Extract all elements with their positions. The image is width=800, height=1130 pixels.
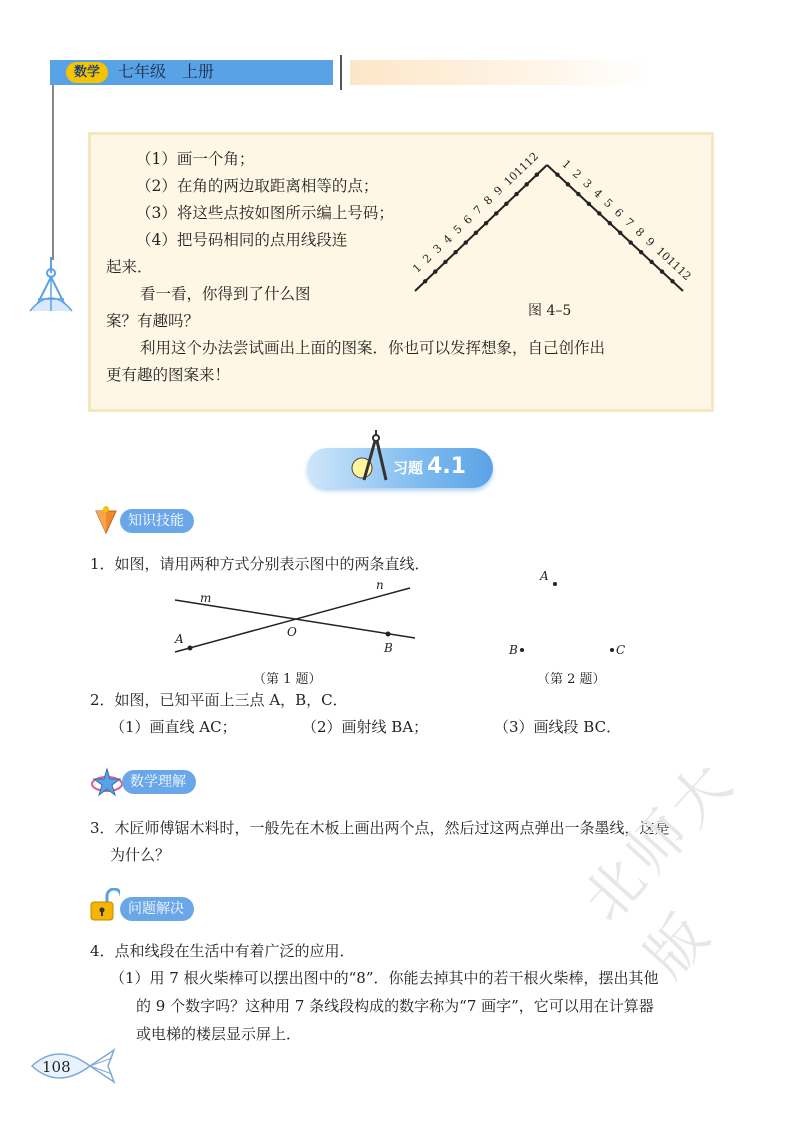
q2-caption: （第 2 题） [537,672,606,687]
header-gradient [350,60,650,85]
right-arm-dot [566,182,570,186]
tower-icon [26,255,76,313]
left-arm-number: 2 [420,251,435,266]
left-arm-dot [443,260,447,264]
point-a [188,646,193,651]
left-arm-dot [484,221,488,225]
right-arm-number: 12 [674,263,694,284]
q3-line2: 为什么？ [110,846,171,864]
exercise-label: 习题 [393,459,424,477]
exercise-number: 4.1 [427,454,466,479]
activity-step-3: （3）将这些点按如图所示编上号码； [136,204,394,222]
label-b: B [384,641,393,655]
figure-caption: 图 4–5 [528,303,572,319]
left-arm-number: 11 [511,159,531,179]
right-arm-number: 7 [622,215,637,230]
right-arm-number: 2 [569,167,584,182]
activity-question-cont: 案？有趣吗？ [106,312,200,330]
q1-caption: （第 1 题） [253,672,322,687]
q2-text: 2．如图，已知平面上三点 A，B，C． [90,691,348,709]
right-arm-number: 11 [664,254,684,274]
label-o: O [287,625,297,639]
q2-sub1: （1）画直线 AC； [110,718,237,736]
activity-step-1: （1）画一个角； [136,150,255,168]
left-arm-dot [423,279,427,283]
q4-line1: 4．点和线段在生活中有着广泛的应用． [90,942,355,960]
right-arm-number: 3 [580,176,595,192]
right-arm-number: 4 [590,186,605,201]
label-n: n [376,578,384,592]
watermark: 北师大版 [569,746,749,991]
left-arm-number: 9 [491,183,506,198]
side-line [52,85,54,260]
exercise-title [393,454,466,479]
left-arm-number: 6 [460,212,476,228]
left-arm-number: 8 [481,193,496,208]
activity-step-4-cont: 起来． [106,258,153,276]
left-arm-number: 5 [450,222,465,237]
left-arm-number: 4 [440,232,455,247]
page-number: 108 [42,1058,71,1076]
activity-step-2: （2）在角的两边取距离相等的点； [136,177,379,195]
right-arm-number: 10 [653,244,673,264]
point-b [386,632,391,637]
q2-sub3: （3）画线段 BC． [494,718,622,736]
header-divider [340,55,342,90]
left-arm-number: 12 [521,149,542,169]
q2-label-c: C [616,643,626,657]
activity-question: 看一看，你得到了什么图 [140,285,311,303]
left-arm-dot [524,182,528,186]
left-arm-number: 1 [410,261,425,276]
unlock-icon [88,888,120,922]
q4-line4: 或电梯的楼层显示屏上． [136,1025,302,1043]
right-arm-dot [576,192,580,196]
q2-sub2: （2）画射线 BA； [302,718,429,736]
q4-line3: 的 9 个数字吗？这种用 7 条线段构成的数字称为“7 画字”，它可以用在计算器 [136,997,654,1015]
section-tag-problem-solving: 问题解决 [120,897,194,921]
q3-line1: 3．木匠师傅锯木料时，一般先在木板上画出两个点，然后过这两点弹出一条墨线，这是 [90,819,670,837]
diamond-icon [90,505,122,535]
label-m: m [200,591,212,605]
left-arm-dot [474,231,478,235]
q1-text: 1．如图，请用两种方式分别表示图中的两条直线． [90,555,430,573]
subject-badge: 数学 [66,62,108,83]
left-arm-dot [433,269,437,273]
activity-task-cont: 更有趣的图案来！ [106,366,231,384]
activity-step-4: （4）把号码相同的点用线段连 [136,231,348,249]
right-arm-dot [618,231,622,235]
right-arm-number: 9 [643,234,658,250]
activity-task: 利用这个办法尝试画出上面的图案．你也可以发挥想象，自己创作出 [140,339,606,357]
compass-icon [350,430,392,486]
right-arm-number: 8 [632,225,647,240]
q2-label-a: A [540,569,549,583]
right-arm-dot [649,260,653,264]
right-arm-dot [628,240,632,244]
right-arm-dot [670,279,674,283]
star-orbit-icon [90,766,126,798]
right-arm-number: 6 [611,205,626,221]
angle-figure [395,145,700,305]
left-arm-dot [494,211,498,215]
section-tag-understanding: 数学理解 [122,770,196,794]
label-a: A [175,632,184,646]
right-arm-dot [555,172,559,176]
q2-point-c [610,648,614,652]
left-arm-dot [535,172,539,176]
section-tag-skills: 知识技能 [120,509,194,533]
left-arm-dot [464,240,468,244]
right-arm-dot [597,211,601,215]
right-arm-number: 5 [601,196,616,211]
q2-label-b: B [509,643,518,657]
q2-point-a [553,582,557,586]
right-arm-number: 1 [559,157,574,172]
left-arm-number: 3 [430,241,445,257]
book-title: 七年级 上册 [118,62,215,81]
right-arm-dot [660,269,664,273]
right-arm-dot [587,202,591,206]
right-arm-dot [608,221,612,225]
left-arm-number: 10 [501,169,521,189]
left-arm-dot [504,202,508,206]
right-arm-dot [639,250,643,254]
q2-point-b [520,648,524,652]
q4-line2: （1）用 7 根火柴棒可以摆出图中的“8”．你能去掉其中的若干根火柴棒，摆出其他 [110,969,659,987]
left-arm-dot [514,192,518,196]
left-arm-number: 7 [471,203,486,218]
left-arm-dot [453,250,457,254]
